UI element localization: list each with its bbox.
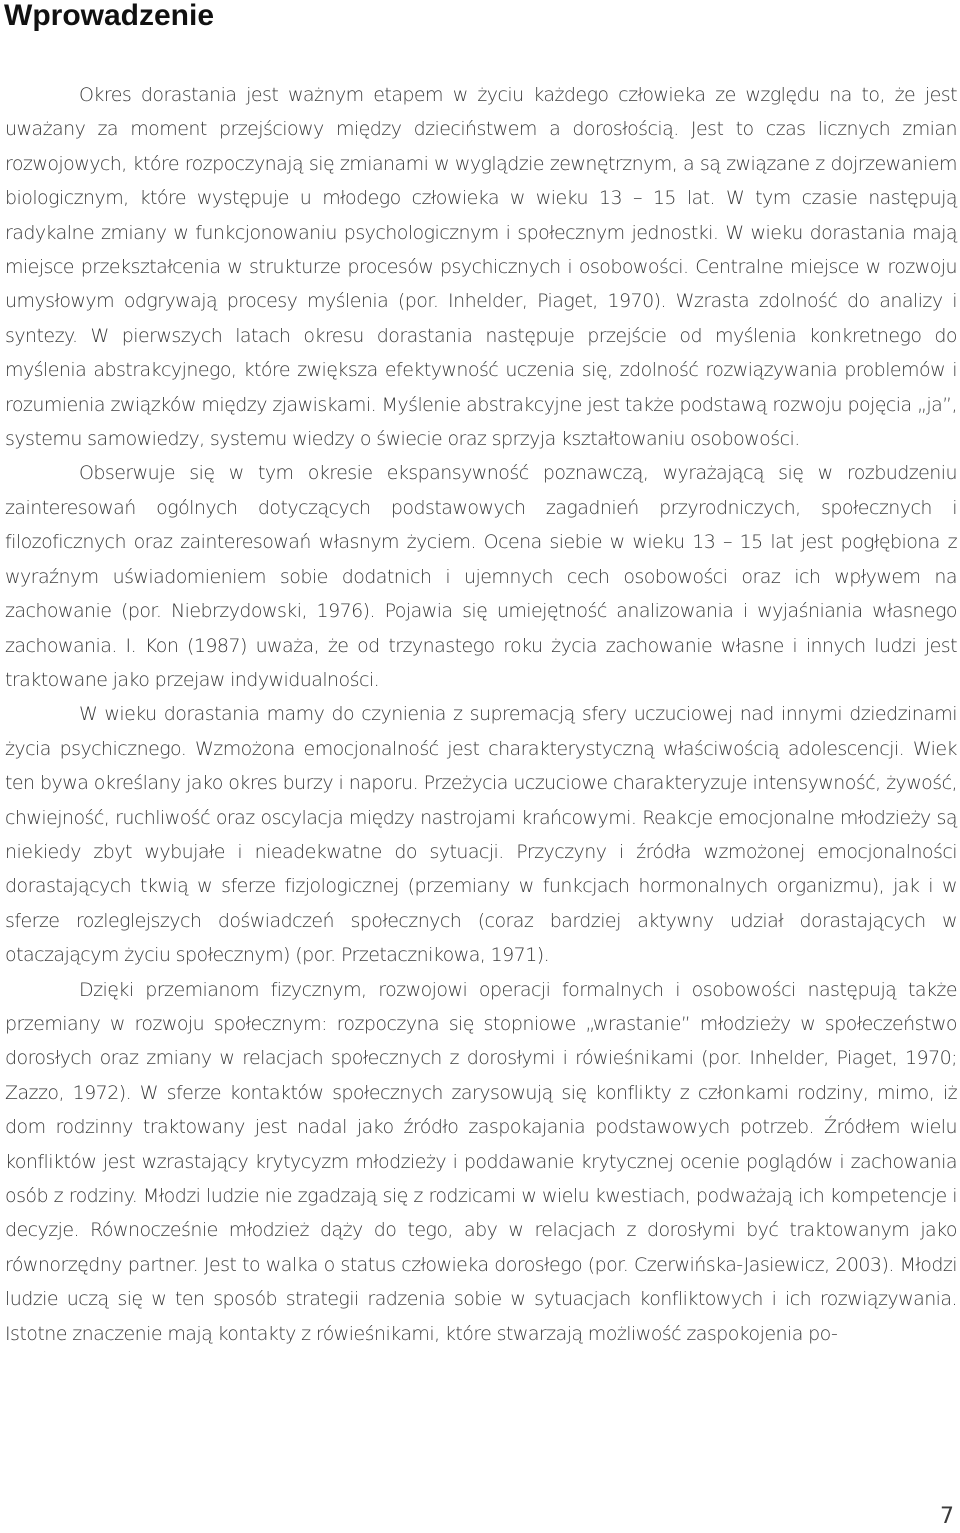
page-number: 7 xyxy=(940,1504,954,1529)
paragraph-1: Okres dorastania jest ważnym etapem w życiu każdego człowieka ze względu na to, że jest uważany za moment przejściowy między dzieciństwem a dorosłością. Jest to czas licznych zmian rozwojowych, które rozpoczynają się zmianami w wyglądzie zewnętrznym, a są związane z dojrzewaniem biologicznym, które występuje u młodego człowieka w wieku 13 – 15 lat. W tym czasie następują radykalne zmiany w funkcjonowaniu psychologicznym i społecznym jednostki. W wieku dorastania mają miejsce przekształcenia w strukturze procesów psychicznych i osobowości. Centralne miejsce w rozwoju umysłowym odgrywają procesy myślenia (por. Inhelder, Piaget, 1970). Wzrasta zdolność do analizy i syntezy. W pierwszych latach okresu dorastania następuje przejście od myślenia konkretnego do myślenia abstrakcyjnego, które zwiększa efektywność uczenia się, zdolność rozwiązywania problemów i rozumienia związków między zjawiskami. Myślenie abstrakcyjne jest także podstawą rozwoju pojęcia „ja”, systemu samowiedzy, systemu wiedzy o świecie oraz sprzyja kształtowaniu osobowości. xyxy=(5,84,957,451)
paragraph-4: Dzięki przemianom fizycznym, rozwojowi operacji formalnych i osobowości następują także przemiany w rozwoju społecznym: rozpoczyna się stopniowe „wrastanie” młodzieży w społeczeństwo dorosłych oraz zmiany w relacjach społecznych z dorosłymi i rówieśnikami (por. Inhelder, Piaget, 1970; Zazzo, 1972). W sferze kontaktów społecznych zarysowują się konflikty z członkami rodziny, mimo, iż dom rodzinny traktowany jest nadal jako źródło zaspokajania podstawowych potrzeb. Źródłem wielu konfliktów jest wzrastający krytycyzm młodzieży i poddawanie krytycznej ocenie poglądów i zachowania osób z rodziny. Młodzi ludzie nie zgadzają się z rodzicami w wielu kwestiach, podważają ich kompetencje i decyzje. Równocześnie młodzież dąży do tego, aby w relacjach z dorosłymi być traktowanym jako równorzędny partner. Jest to walka o status człowieka dorosłego (por. Czerwińska-Jasiewicz, 2003). Młodzi ludzie uczą się w ten sposób strategii radzenia sobie w sytuacjach konfliktowych i ich rozwiązywania. Istotne znaczenie mają kontakty z rówieśnikami, które stwarzają możliwość zaspokojenia po- xyxy=(5,978,957,1345)
body-text xyxy=(5,78,957,1351)
paragraph-2: Obserwuje się w tym okresie ekspansywność poznawczą, wyrażającą się w rozbudzeniu zainteresowań ogólnych dotyczących podstawowych zagadnień przyrodniczych, społecznych i filozoficznych oraz zainteresowań własnym życiem. Ocena siebie w wieku 13 – 15 lat jest pogłębiona z wyraźnym uświadomieniem sobie dodatnich i ujemnych cech osobowości oraz ich wpływem na zachowanie (por. Niebrzydowski, 1976). Pojawia się umiejętność analizowania i wyjaśniania własnego zachowania. I. Kon (1987) uważa, że od trzynastego roku życia zachowanie własne i innych ludzi jest traktowane jako przejaw indywidualności. xyxy=(5,462,957,691)
paragraph-3: W wieku dorastania mamy do czynienia z supremacją sfery uczuciowej nad innymi dziedzinami życia psychicznego. Wzmożona emocjonalność jest charakterystyczną właściwością adolescencji. Wiek ten bywa określany jako okres burzy i naporu. Przeżycia uczuciowe charakteryzuje intensywność, żywość, chwiejność, ruchliwość oraz oscylacja między nastrojami krańcowymi. Reakcje emocjonalne młodzieży są niekiedy zbyt wybujałe i nieadekwatne do sytuacji. Przyczyny i źródła wzmożonej emocjonalności dorastających tkwią w sferze fizjologicznej (przemiany w funkcjach hormonalnych organizmu), jak i w sferze rozleglejszych doświadczeń społecznych (coraz bardziej aktywny udział dorastających w otaczającym życiu społecznym) (por. Przetacznikowa, 1971). xyxy=(5,703,957,967)
chapter-heading: Wprowadzenie xyxy=(4,0,215,32)
